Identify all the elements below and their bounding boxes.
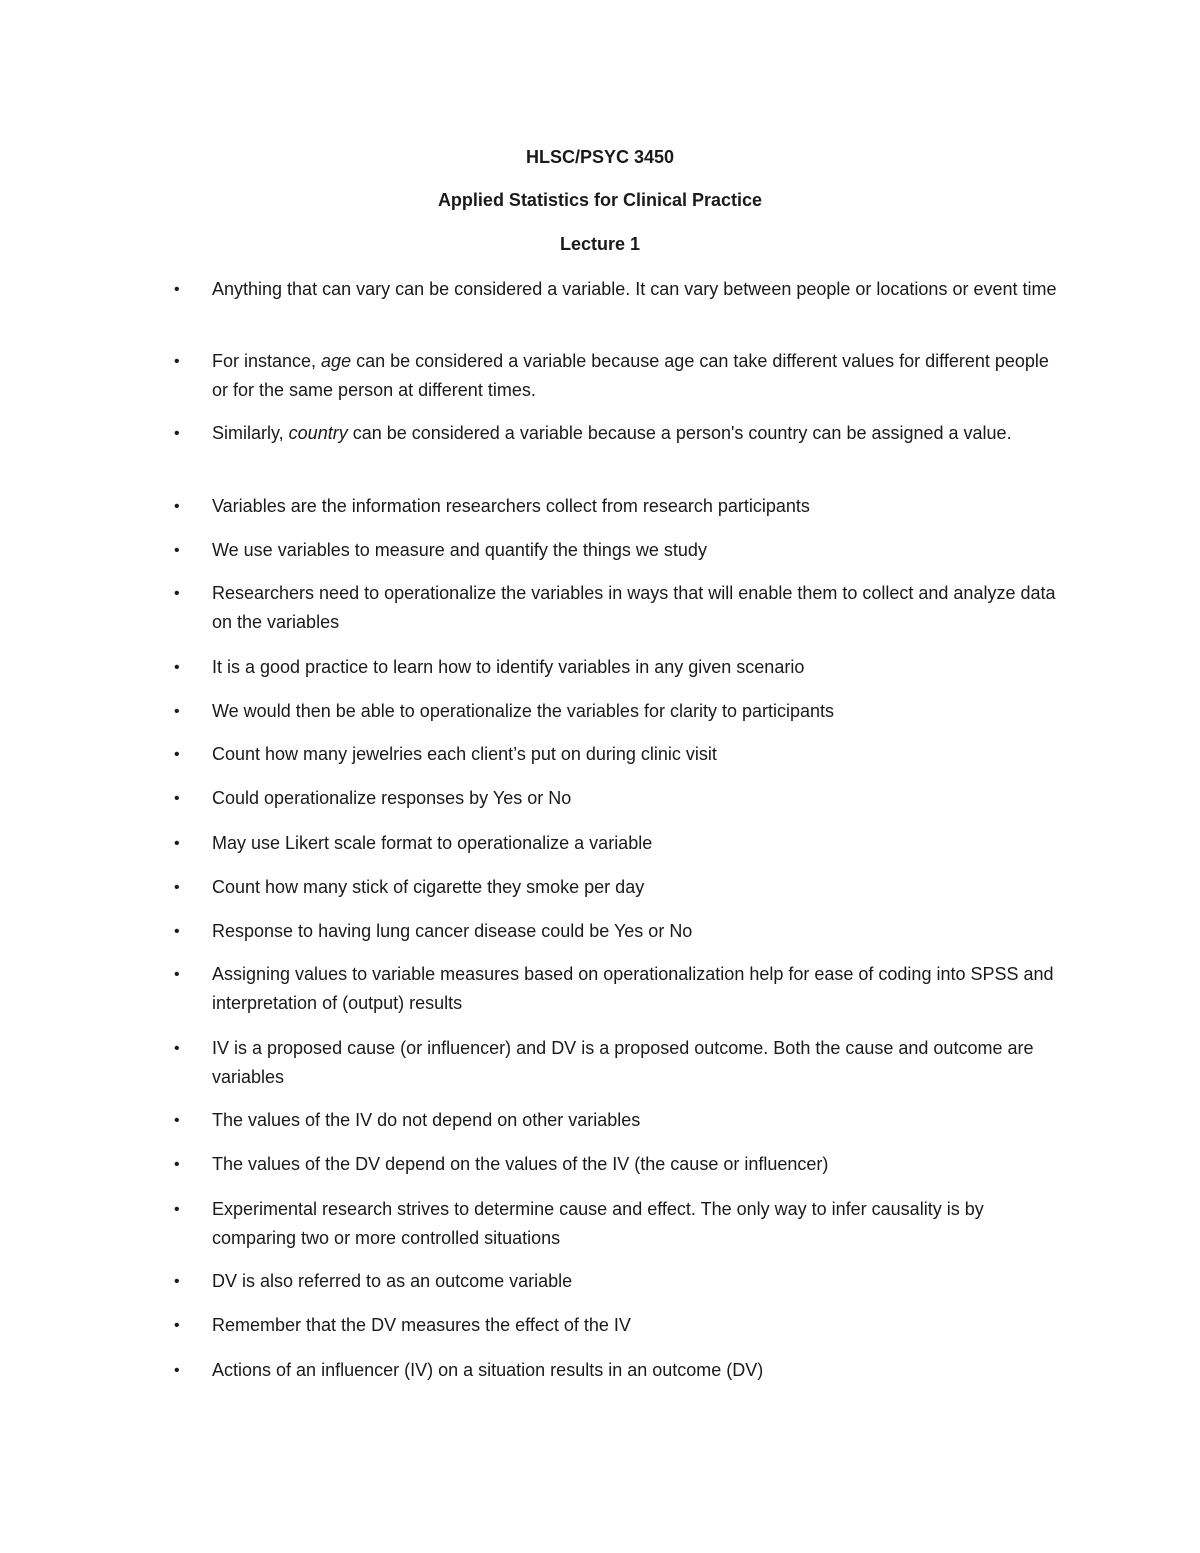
list-item-text: Remember that the DV measures the effect of the IV (212, 1315, 631, 1335)
bullet-icon: • (174, 353, 180, 370)
list-item-text: May use Likert scale format to operationalize a variable (212, 833, 653, 853)
list-item-text (212, 419, 1062, 448)
bullet-icon: • (174, 425, 180, 442)
bullet-icon: • (174, 879, 180, 896)
bullet-icon: • (174, 703, 180, 720)
list-item-text: Experimental research strives to determine cause and effect. The only way to infer causality is by comparing two or more controlled situations (212, 1199, 984, 1248)
list-item-emphasis: country (288, 423, 348, 443)
list-item-text-part: can be considered a variable because age can take different values for different people or for the same person at different times. (212, 351, 1049, 400)
list-item-emphasis: age (321, 351, 352, 371)
list-item-text: Response to having lung cancer disease could be Yes or No (212, 921, 693, 941)
list-item-text: Actions of an influencer (IV) on a situation results in an outcome (DV) (212, 1360, 764, 1380)
bullet-icon: • (174, 281, 180, 298)
bullet-icon: • (174, 659, 180, 676)
lecture-heading: Lecture 1 (559, 234, 641, 254)
list-item-text: We use variables to measure and quantify the things we study (212, 540, 707, 560)
bullet-icon: • (174, 790, 180, 807)
bullet-icon: • (174, 746, 180, 763)
list-item-text (212, 347, 1062, 405)
bullet-icon: • (174, 1273, 180, 1290)
course-title-heading: Applied Statistics for Clinical Practice (437, 190, 763, 210)
list-item-text: The values of the IV do not depend on other variables (212, 1110, 641, 1130)
list-item-text: Count how many jewelries each client’s put on during clinic visit (212, 744, 717, 764)
bullet-icon: • (174, 1112, 180, 1129)
list-item-text: Researchers need to operationalize the variables in ways that will enable them to collect and analyze data on the variables (212, 583, 1056, 632)
list-item-text: We would then be able to operationalize the variables for clarity to participants (212, 701, 835, 721)
bullet-icon: • (174, 585, 180, 602)
bullet-icon: • (174, 542, 180, 559)
bullet-icon: • (174, 1362, 180, 1379)
list-item-text: Could operationalize responses by Yes or No (212, 788, 572, 808)
bullet-icon: • (174, 923, 180, 940)
list-item-text: Anything that can vary can be considered a variable. It can vary between people or locations or event time (212, 279, 1057, 299)
list-item-text-part: can be considered a variable because a person's country can be assigned a value. (347, 423, 1012, 443)
list-item-text: The values of the DV depend on the values of the IV (the cause or influencer) (212, 1154, 829, 1174)
list-item-text: It is a good practice to learn how to identify variables in any given scenario (212, 657, 805, 677)
list-item-text-part: For instance, (212, 351, 322, 371)
list-item-text: DV is also referred to as an outcome variable (212, 1271, 573, 1291)
list-item-text-part: Similarly, (212, 423, 289, 443)
bullet-icon: • (174, 1201, 180, 1218)
bullet-icon: • (174, 1156, 180, 1173)
list-item-text: IV is a proposed cause (or influencer) and DV is a proposed outcome. Both the cause and outcome are variables (212, 1038, 1034, 1087)
bullet-icon: • (174, 835, 180, 852)
bullet-icon: • (174, 1317, 180, 1334)
list-item-text: Variables are the information researchers collect from research participants (212, 496, 810, 516)
bullet-icon: • (174, 966, 180, 983)
course-code-heading: HLSC/PSYC 3450 (525, 147, 675, 167)
bullet-icon: • (174, 498, 180, 515)
list-item-text: Count how many stick of cigarette they smoke per day (212, 877, 645, 897)
list-item-text: Assigning values to variable measures based on operationalization help for ease of coding into SPSS and interpretation of (output) results (212, 964, 1054, 1013)
bullet-icon: • (174, 1040, 180, 1057)
